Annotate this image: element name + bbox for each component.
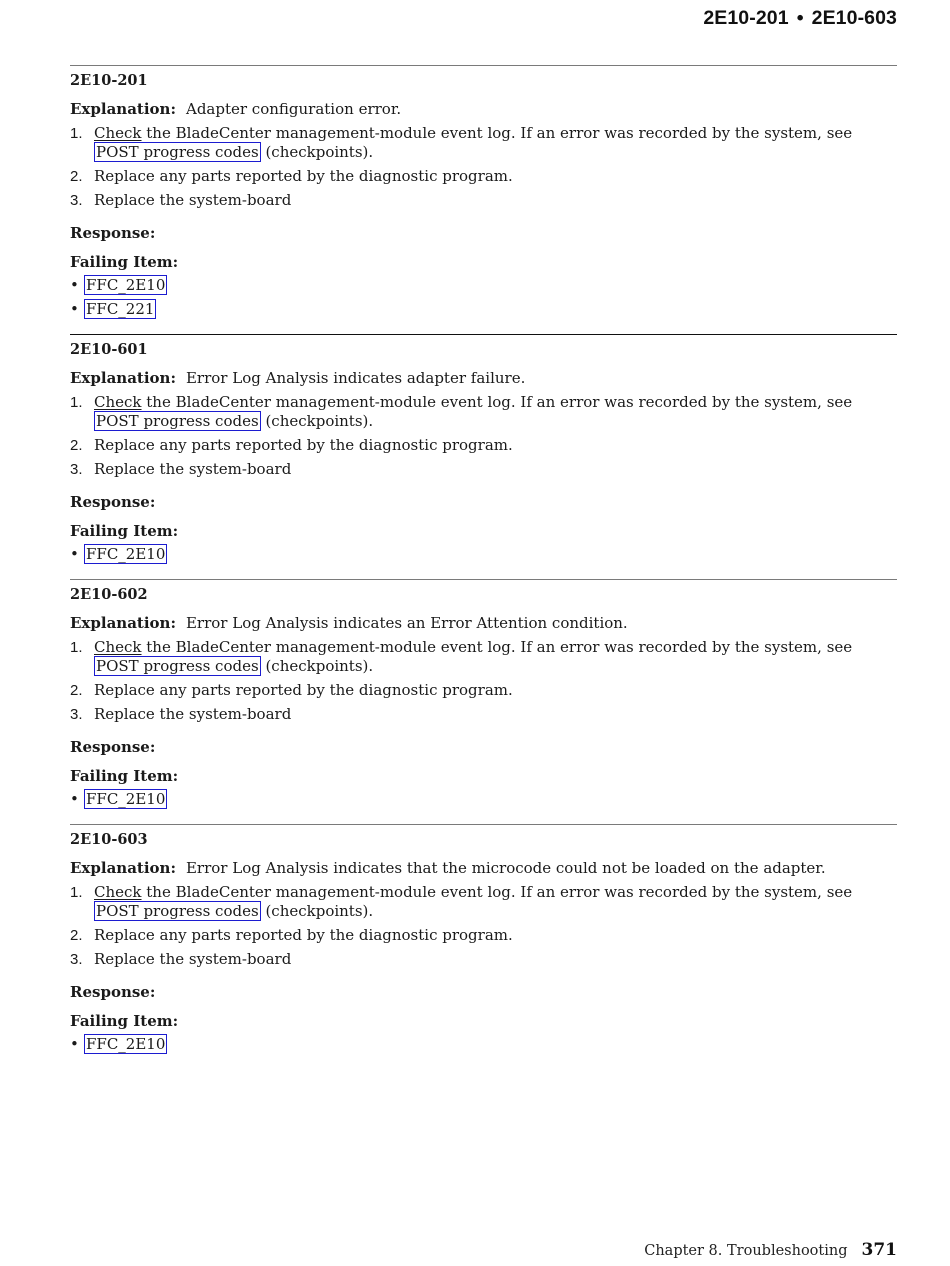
step-item	[70, 393, 897, 431]
step-number: 2.	[70, 682, 83, 699]
failing-item-label: Failing Item:	[70, 253, 179, 271]
step-number: 3.	[70, 706, 83, 723]
explanation-text: Error Log Analysis indicates that the microcode could not be loaded on the adapter.	[185, 859, 826, 877]
action-steps	[70, 393, 897, 479]
check-link[interactable]: Check	[94, 883, 142, 901]
error-code-entry	[70, 579, 897, 809]
step-text: (checkpoints).	[260, 143, 374, 161]
explanation-text: Adapter configuration error.	[185, 100, 402, 118]
step-item	[70, 460, 897, 479]
error-code-entry	[70, 65, 897, 319]
step-number: 2.	[70, 168, 83, 185]
step-item	[70, 167, 897, 186]
explanation-label: Explanation:	[70, 859, 176, 877]
failing-item	[70, 790, 897, 809]
step-text: Replace any parts reported by the diagnostic program.	[94, 681, 513, 699]
step-number: 2.	[70, 927, 83, 944]
step-text: Replace any parts reported by the diagnostic program.	[94, 926, 513, 944]
step-item	[70, 436, 897, 455]
failing-items-list	[70, 790, 897, 809]
step-text: Replace the system-board	[94, 460, 292, 478]
explanation-text: Error Log Analysis indicates adapter failure.	[185, 369, 526, 387]
failing-items-list	[70, 1035, 897, 1054]
explanation	[70, 614, 897, 633]
ffc-link[interactable]: FFC_2E10	[86, 790, 166, 808]
step-number: 1.	[70, 394, 83, 411]
error-code-title: 2E10-601	[70, 341, 148, 358]
step-number: 1.	[70, 884, 83, 901]
header-separator: •	[796, 7, 804, 29]
failing-items-list	[70, 276, 897, 319]
step-item	[70, 681, 897, 700]
error-code-title: 2E10-603	[70, 831, 148, 848]
step-item	[70, 950, 897, 969]
post-progress-codes-link[interactable]: POST progress codes	[96, 143, 259, 161]
failing-item-label: Failing Item:	[70, 767, 179, 785]
response-label: Response:	[70, 224, 156, 242]
check-link[interactable]: Check	[94, 638, 142, 656]
step-number: 2.	[70, 437, 83, 454]
failing-items-list	[70, 545, 897, 564]
step-item	[70, 191, 897, 210]
explanation	[70, 100, 897, 119]
action-steps	[70, 124, 897, 210]
explanation	[70, 859, 897, 878]
failing-item-label: Failing Item:	[70, 522, 179, 540]
response-label: Response:	[70, 983, 156, 1001]
step-item	[70, 124, 897, 162]
failing-item	[70, 545, 897, 564]
bullet-icon: •	[70, 1035, 79, 1053]
step-text: the BladeCenter management-module event log. If an error was recorded by the system, see	[141, 638, 853, 656]
ffc-link[interactable]: FFC_221	[86, 300, 155, 318]
response-label: Response:	[70, 493, 156, 511]
step-number: 3.	[70, 461, 83, 478]
bullet-icon: •	[70, 790, 79, 808]
post-progress-codes-link[interactable]: POST progress codes	[96, 657, 259, 675]
step-text: Replace any parts reported by the diagnostic program.	[94, 436, 513, 454]
post-progress-codes-link[interactable]: POST progress codes	[96, 902, 259, 920]
page-header	[703, 7, 897, 30]
action-steps	[70, 638, 897, 724]
error-code-title: 2E10-201	[70, 72, 148, 89]
step-number: 1.	[70, 125, 83, 142]
step-text: (checkpoints).	[260, 412, 374, 430]
explanation-label: Explanation:	[70, 614, 176, 632]
check-link[interactable]: Check	[94, 393, 142, 411]
chapter-title: Chapter 8. Troubleshooting	[644, 1243, 848, 1259]
step-item	[70, 926, 897, 945]
bullet-icon: •	[70, 276, 79, 294]
step-text: Replace the system-board	[94, 705, 292, 723]
step-item	[70, 883, 897, 921]
step-item	[70, 705, 897, 724]
step-text: (checkpoints).	[260, 657, 374, 675]
error-code-entry	[70, 824, 897, 1054]
error-code-title: 2E10-602	[70, 586, 148, 603]
header-range-start: 2E10-201	[703, 7, 789, 29]
step-text: Replace the system-board	[94, 191, 292, 209]
bullet-icon: •	[70, 545, 79, 563]
page-content	[70, 65, 897, 1059]
step-number: 1.	[70, 639, 83, 656]
step-text: the BladeCenter management-module event log. If an error was recorded by the system, see	[141, 883, 853, 901]
ffc-link[interactable]: FFC_2E10	[86, 545, 166, 563]
step-text: the BladeCenter management-module event log. If an error was recorded by the system, see	[141, 393, 853, 411]
failing-item	[70, 276, 897, 295]
page-footer	[644, 1240, 897, 1260]
bullet-icon: •	[70, 300, 79, 318]
step-text: Replace any parts reported by the diagnostic program.	[94, 167, 513, 185]
step-number: 3.	[70, 192, 83, 209]
ffc-link[interactable]: FFC_2E10	[86, 276, 166, 294]
explanation-label: Explanation:	[70, 369, 176, 387]
header-range-end: 2E10-603	[811, 7, 897, 29]
step-text: (checkpoints).	[260, 902, 374, 920]
step-text: Replace the system-board	[94, 950, 292, 968]
step-text: the BladeCenter management-module event log. If an error was recorded by the system, see	[141, 124, 853, 142]
post-progress-codes-link[interactable]: POST progress codes	[96, 412, 259, 430]
response-label: Response:	[70, 738, 156, 756]
step-number: 3.	[70, 951, 83, 968]
explanation	[70, 369, 897, 388]
ffc-link[interactable]: FFC_2E10	[86, 1035, 166, 1053]
page-number: 371	[861, 1240, 897, 1260]
error-code-entry	[70, 334, 897, 564]
step-item	[70, 638, 897, 676]
failing-item-label: Failing Item:	[70, 1012, 179, 1030]
check-link[interactable]: Check	[94, 124, 142, 142]
failing-item	[70, 300, 897, 319]
explanation-text: Error Log Analysis indicates an Error Attention condition.	[185, 614, 628, 632]
explanation-label: Explanation:	[70, 100, 176, 118]
failing-item	[70, 1035, 897, 1054]
action-steps	[70, 883, 897, 969]
